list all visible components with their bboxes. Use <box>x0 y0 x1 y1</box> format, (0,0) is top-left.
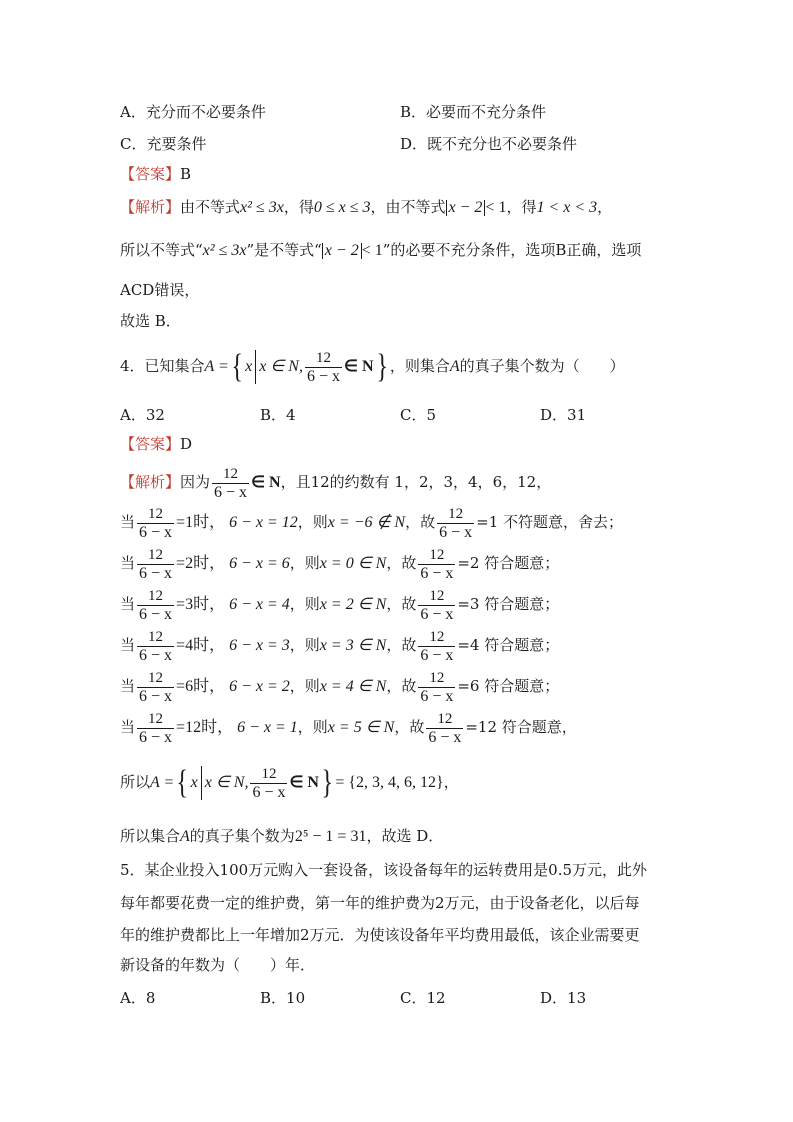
q4-option-b: B．4 <box>260 406 296 424</box>
text: ，得 <box>283 198 314 216</box>
text: ，由不等式 <box>370 198 446 216</box>
text: ，则 <box>289 636 320 654</box>
set-bar <box>201 766 202 800</box>
text: =1 不符题意，舍去； <box>476 513 624 531</box>
text: 因为 <box>180 473 211 491</box>
frac-den: 6 − x <box>420 564 454 582</box>
q3-analysis-line-3: ACD错误， <box>120 281 200 299</box>
math: 6 − x = 6 <box>229 555 290 572</box>
q4-answer-line <box>120 434 192 454</box>
text: =12 符合题意， <box>465 718 577 736</box>
text: =6 符合题意； <box>457 677 560 695</box>
frac-den: 6 − x <box>428 728 462 746</box>
q5-option-c: C．12 <box>400 989 446 1007</box>
text: =4 符合题意； <box>457 636 560 654</box>
math-ineq: x² ≤ 3x <box>202 242 247 259</box>
analysis-tag: 【解析】 <box>120 198 181 216</box>
q5-option-b: B．10 <box>260 989 306 1007</box>
frac-den: 6 − x <box>439 523 473 541</box>
text: 当 <box>120 718 136 736</box>
math-abs: x − 2 <box>322 243 362 259</box>
q4-case-line <box>120 625 559 665</box>
q3-option-c: C．充要条件 <box>120 135 207 153</box>
q4-stem <box>120 344 625 388</box>
text: 的真子集个数为 <box>189 827 295 845</box>
frac-den: 6 − x <box>139 523 173 541</box>
math: A = <box>150 774 175 791</box>
text: 所以集合 <box>120 827 181 845</box>
math: = {2, 3, 4, 6, 12} <box>335 774 444 791</box>
frac-num: 12 <box>148 587 164 604</box>
q3-answer-line <box>120 164 191 184</box>
fraction <box>137 588 174 623</box>
math: A <box>449 358 460 375</box>
math: ∈ N <box>344 358 374 375</box>
math: =1时， <box>176 514 226 531</box>
text: 当 <box>120 595 136 613</box>
frac-num: 12 <box>429 628 445 645</box>
fraction <box>305 350 342 385</box>
brace-close: } <box>321 764 333 801</box>
frac-num: 12 <box>148 710 164 727</box>
frac-den: 6 − x <box>420 646 454 664</box>
q5-line-3: 年的维护费都比上一年增加2万元．为使该设备年平均费用最低，该企业需要更 <box>120 926 640 944</box>
q5-line-1: 5．某企业投入100万元购入一套设备，该设备每年的运转费用是0.5万元，此外 <box>120 861 648 879</box>
math-ineq: x² ≤ 3x <box>240 199 284 216</box>
fraction <box>250 766 287 801</box>
text: 当 <box>120 513 136 531</box>
math: x <box>245 358 253 375</box>
math: x = −6 ∉ N <box>327 514 406 531</box>
frac-den: 6 − x <box>214 483 248 501</box>
q4-option-a: A．32 <box>120 406 165 424</box>
text: ，故 <box>386 595 417 613</box>
fraction <box>212 466 249 501</box>
text: =3 符合题意； <box>457 595 560 613</box>
q4-case-line <box>120 707 577 747</box>
frac-den: 6 − x <box>420 605 454 623</box>
q4-case-line <box>120 666 559 706</box>
math: =4时， <box>176 637 226 654</box>
fraction <box>137 547 174 582</box>
q4-case-line <box>120 543 559 583</box>
answer-tag: 【答案】 <box>120 165 181 183</box>
math: ∈ N <box>289 774 319 791</box>
frac-den: 6 − x <box>139 728 173 746</box>
brace-open: { <box>176 764 189 801</box>
math: ∈ N <box>251 474 281 491</box>
text: ，则 <box>289 677 320 695</box>
fraction <box>418 547 455 582</box>
math: =2时， <box>176 555 226 572</box>
frac-num: 12 <box>437 710 453 727</box>
text: ，则 <box>289 554 320 572</box>
math-set-name: A = <box>204 358 229 375</box>
text: ，且12的约数有 1，2，3，4，6，12， <box>280 473 552 491</box>
frac-num: 12 <box>261 765 277 782</box>
math: 6 − x = 3 <box>229 637 290 654</box>
math: 6 − x = 12 <box>229 514 298 531</box>
fraction <box>418 629 455 664</box>
fraction <box>418 588 455 623</box>
frac-num: 12 <box>148 505 164 522</box>
math: A <box>180 828 190 845</box>
q4-final-line <box>120 826 443 847</box>
q4-option-d: D．31 <box>540 406 587 424</box>
math: x = 0 ∈ N <box>319 555 387 572</box>
text: ，故 <box>394 718 425 736</box>
text: 的真子集个数为（ ） <box>459 357 625 375</box>
math: x <box>190 774 198 791</box>
q4-set-line <box>120 760 459 804</box>
text: 所以 <box>120 773 151 791</box>
text: 当 <box>120 554 136 572</box>
frac-den: 6 − x <box>139 564 173 582</box>
math-range: 0 ≤ x ≤ 3 <box>313 199 371 216</box>
fraction <box>437 506 474 541</box>
frac-num: 12 <box>429 546 445 563</box>
fraction <box>426 711 463 746</box>
frac-den: 6 − x <box>306 367 341 385</box>
math: 6 − x = 4 <box>229 596 290 613</box>
brace-open: { <box>231 348 243 385</box>
q3-analysis-line-4: 故选 B． <box>120 312 181 330</box>
math: x = 2 ∈ N <box>319 596 387 613</box>
q3-option-d: D．既不充分也不必要条件 <box>400 135 578 153</box>
fraction <box>137 629 174 664</box>
math: 2⁵ − 1 = 31 <box>294 828 367 845</box>
text: =2 符合题意； <box>457 554 560 572</box>
analysis-tag: 【解析】 <box>120 473 181 491</box>
math-abs-rhs: < 1 <box>361 242 383 259</box>
fraction <box>137 711 174 746</box>
set-bar <box>255 350 256 384</box>
text: 4．已知集合 <box>120 357 205 375</box>
text: ，则 <box>297 718 328 736</box>
math: x ∈ N, <box>204 774 249 791</box>
math: =12时， <box>176 719 234 736</box>
math-range: 1 < x < 3 <box>536 199 598 216</box>
math-abs-rhs: < 1 <box>485 199 507 216</box>
q4-case-line <box>120 584 559 624</box>
frac-num: 12 <box>316 349 331 366</box>
text: ，故 <box>405 513 436 531</box>
q3-analysis-line-2 <box>120 240 641 261</box>
brace-close: } <box>375 348 388 385</box>
math: x = 3 ∈ N <box>319 637 387 654</box>
text: ，得 <box>506 198 537 216</box>
q5-option-a: A．8 <box>120 989 156 1007</box>
text: ，故 <box>386 677 417 695</box>
text: ”的必要不充分条件，选项B正确，选项 <box>382 241 642 259</box>
text: 当 <box>120 677 136 695</box>
frac-num: 12 <box>148 669 164 686</box>
text: ，则 <box>297 513 328 531</box>
math: =6时， <box>176 678 226 695</box>
frac-den: 6 − x <box>139 646 173 664</box>
q3-analysis-line-1 <box>120 197 612 218</box>
math: x = 5 ∈ N <box>327 719 395 736</box>
frac-den: 6 − x <box>139 687 173 705</box>
q4-answer: D <box>180 435 193 453</box>
fraction <box>137 670 174 705</box>
text: ，则集合 <box>389 357 450 375</box>
frac-num: 12 <box>448 505 464 522</box>
q5-line-4: 新设备的年数为（ ）年． <box>120 956 316 974</box>
q3-option-b: B．必要而不充分条件 <box>400 103 547 121</box>
frac-den: 6 − x <box>139 605 173 623</box>
text: ”是不等式“ <box>246 241 322 259</box>
frac-num: 12 <box>148 546 164 563</box>
math: 6 − x = 2 <box>229 678 290 695</box>
frac-den: 6 − x <box>252 783 286 801</box>
q4-option-c: C．5 <box>400 406 437 424</box>
frac-den: 6 − x <box>420 687 454 705</box>
q3-answer: B <box>180 165 192 183</box>
q3-option-a: A．充分而不必要条件 <box>120 103 266 121</box>
frac-num: 12 <box>429 669 445 686</box>
math: x ∈ N, <box>259 358 303 375</box>
text: ， <box>443 773 459 791</box>
q5-option-d: D．13 <box>540 989 587 1007</box>
text: ， <box>597 198 613 216</box>
text: 由不等式 <box>180 198 241 216</box>
fraction <box>418 670 455 705</box>
frac-num: 12 <box>223 465 239 482</box>
text: ，故 <box>386 636 417 654</box>
math: 6 − x = 1 <box>237 719 298 736</box>
math-abs: x − 2 <box>446 200 486 216</box>
q4-analysis-line-1 <box>120 462 551 502</box>
math: =3时， <box>176 596 226 613</box>
text: 当 <box>120 636 136 654</box>
q5-line-2: 每年都要花费一定的维护费，第一年的维护费为2万元，由于设备老化，以后每 <box>120 894 640 912</box>
frac-num: 12 <box>429 587 445 604</box>
text: ，则 <box>289 595 320 613</box>
frac-num: 12 <box>148 628 164 645</box>
answer-tag: 【答案】 <box>120 435 181 453</box>
text: ，故 <box>386 554 417 572</box>
q4-case-line <box>120 502 623 542</box>
text: ，故选 D． <box>366 827 444 845</box>
text: 所以不等式“ <box>120 241 203 259</box>
fraction <box>137 506 174 541</box>
math: x = 4 ∈ N <box>319 678 387 695</box>
